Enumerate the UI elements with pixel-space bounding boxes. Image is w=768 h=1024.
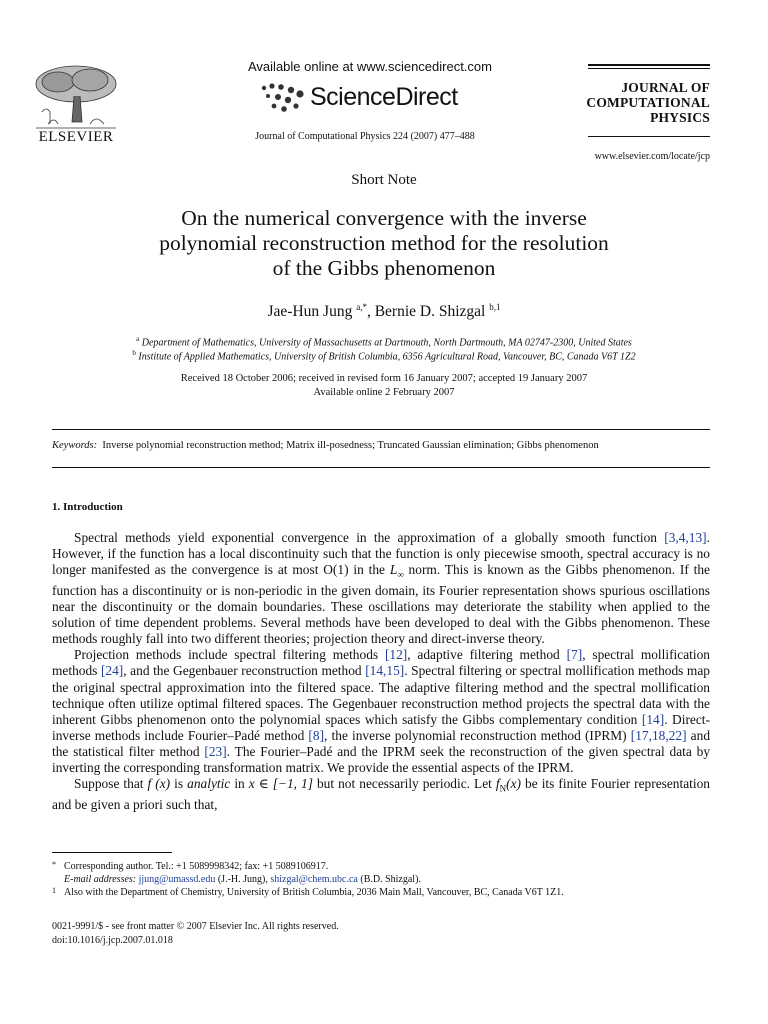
journal-bottom-rule: [588, 136, 710, 137]
journal-name: [560, 80, 710, 125]
affiliation-text: Institute of Applied Mathematics, University of British Columbia, 6356 Agricultural Road, Vancouver, BC, Canada V6T 1Z2: [138, 351, 636, 363]
title-line-1: On the numerical convergence with the inverse: [181, 206, 587, 230]
affiliation-b: [40, 349, 728, 362]
author-name[interactable]: Jae-Hun Jung: [267, 303, 353, 321]
journal-name-line-3: PHYSICS: [650, 110, 710, 125]
journal-name-line-1: JOURNAL OF: [621, 80, 710, 95]
citation-link[interactable]: [14,15]: [365, 663, 405, 679]
paragraph-1: Spectral methods yield exponential convergence in the approximation of a globally smooth function [3,4,13]. However, if the function has a local discontinuity such that the function is only piecewise smooth, spectral accuracy is no longer manifested as the convergence is at most O(1) in the $L_\infty$ norm. This is known as the Gibbs phenomenon. If the function has a discontinuity or is non-periodic in the given domain, its Fourier representation shows spurious oscillations near the discontinuity or the domain boundaries. These oscillations may deteriorate the stability when applied to the solution of time dependent problems. Several methods have been developed to deal with the Gibbs phenomenon. These methods roughly fall into two different theories; projection theory and direct-inverse theory.: [52, 530, 710, 647]
title-line-3: of the Gibbs phenomenon: [272, 256, 496, 280]
affiliation-mark: b: [132, 349, 136, 357]
citation-link[interactable]: [24]: [100, 663, 124, 679]
body-text: [52, 530, 710, 813]
publisher-name: ELSEVIER: [38, 129, 114, 145]
citation-link[interactable]: [17,18,22]: [630, 727, 687, 743]
keywords-label: Keywords:: [52, 440, 98, 451]
online-date: Available online 2 February 2007: [313, 387, 455, 398]
copyright: [52, 920, 339, 948]
author-name[interactable]: Bernie D. Shizgal: [374, 303, 486, 321]
journal-top-rule: [588, 64, 710, 66]
keywords-bottom-rule: [52, 467, 710, 468]
keywords: [52, 440, 712, 451]
article-type: Short Note: [351, 172, 417, 188]
paragraph-2: Projection methods include spectral filtering methods [12], adaptive filtering method [7], spectral mollification methods [24], and the Gegenbauer reconstruction method [14,15]. Spectral filtering or spectral mollification methods map the original spectral approximation into the filtered space. The adaptive filtering method and the spectral mollification technique often utilize optimal filtered spaces. The Gegenbauer reconstruction method projects the spectral data with the inherent Gibbs phenomenon onto the polynomial spaces which satisfy the Gibbs complementary condition [14]. Direct-inverse methods include Fourier–Padé method [8], the inverse polynomial reconstruction method (IPRM) [17,18,22] and the statistical filter method [23]. The Fourier–Padé and the IPRM seek the reconstruction of the given spectral data by inverting the corresponding transformation matrix. We provide the essential aspects of the IPRM.: [52, 647, 711, 775]
sciencedirect-logo: [258, 82, 468, 114]
journal-name-line-2: COMPUTATIONAL: [586, 95, 710, 110]
elsevier-tree-logo: [28, 62, 124, 132]
doi-line[interactable]: doi:10.1016/j.jcp.2007.01.018: [52, 935, 173, 946]
citation-link[interactable]: [8]: [308, 727, 325, 743]
section-heading: 1. Introduction: [52, 501, 123, 513]
email-link[interactable]: jjung@umassd.edu: [138, 874, 216, 885]
footnote-1: 1 Also with the Department of Chemistry, University of British Columbia, 2036 Main Mall, Vancouver, BC, Canada V6T 1Z1.: [52, 886, 564, 898]
article-title: [60, 206, 708, 281]
available-online-text: Available online at www.sciencedirect.com: [248, 59, 492, 74]
author-list: Jae-Hun Jung $^{a,*}$, Bernie D. Shizgal $^{b,1}$: [267, 302, 501, 321]
copyright-line: 0021-9991/$ - see front matter © 2007 Elsevier Inc. All rights reserved.: [52, 921, 339, 932]
journal-top-rule-thin: [588, 68, 710, 69]
affiliation-mark: a: [136, 335, 140, 343]
footnote-rule: [52, 852, 172, 853]
author-marks[interactable]: a,*: [356, 302, 367, 312]
keywords-text: Inverse polynomial reconstruction method; Matrix ill-posedness; Truncated Gaussian elimination; Gibbs phenomenon: [102, 440, 599, 451]
title-line-2: polynomial reconstruction method for the resolution: [159, 231, 609, 255]
sciencedirect-wordmark: ScienceDirect: [310, 83, 458, 111]
affiliation-text: Department of Mathematics, University of Massachusetts at Dartmouth, North Dartmouth, MA 02747-2300, United States: [141, 337, 632, 349]
citation-link[interactable]: [14]: [641, 711, 665, 727]
footnote-corresponding: * Corresponding author. Tel.: +1 5089998342; fax: +1 5089106917.: [52, 860, 329, 872]
received-dates: Received 18 October 2006; received in revised form 16 January 2007; accepted 19 January 2007: [180, 373, 588, 384]
citation-link[interactable]: [3,4,13]: [664, 530, 707, 545]
paragraph-3: Suppose that f (x) is analytic in x ∈ [−1, 1] but not necessarily periodic. Let $f_N(x)$ be its finite Fourier representation and be given a priori such that,: [52, 776, 710, 812]
journal-reference: Journal of Computational Physics 224 (2007) 477–488: [255, 131, 475, 142]
sciencedirect-dots-icon: [258, 82, 306, 114]
email-link[interactable]: shizgal@chem.ubc.ca: [270, 874, 358, 885]
citation-link[interactable]: [7]: [566, 647, 583, 663]
keywords-top-rule: [52, 429, 710, 430]
citation-link[interactable]: [12]: [384, 647, 408, 663]
citation-link[interactable]: [23]: [204, 743, 227, 759]
affiliation-a: [40, 335, 728, 348]
footnote-emails: E-mail addresses: jjung@umassd.edu (J.-H. Jung), shizgal@chem.ubc.ca (B.D. Shizgal).: [64, 874, 421, 885]
journal-url: www.elsevier.com/locate/jcp: [594, 151, 710, 162]
author-marks[interactable]: b,1: [489, 302, 501, 312]
footnotes: [52, 860, 712, 899]
